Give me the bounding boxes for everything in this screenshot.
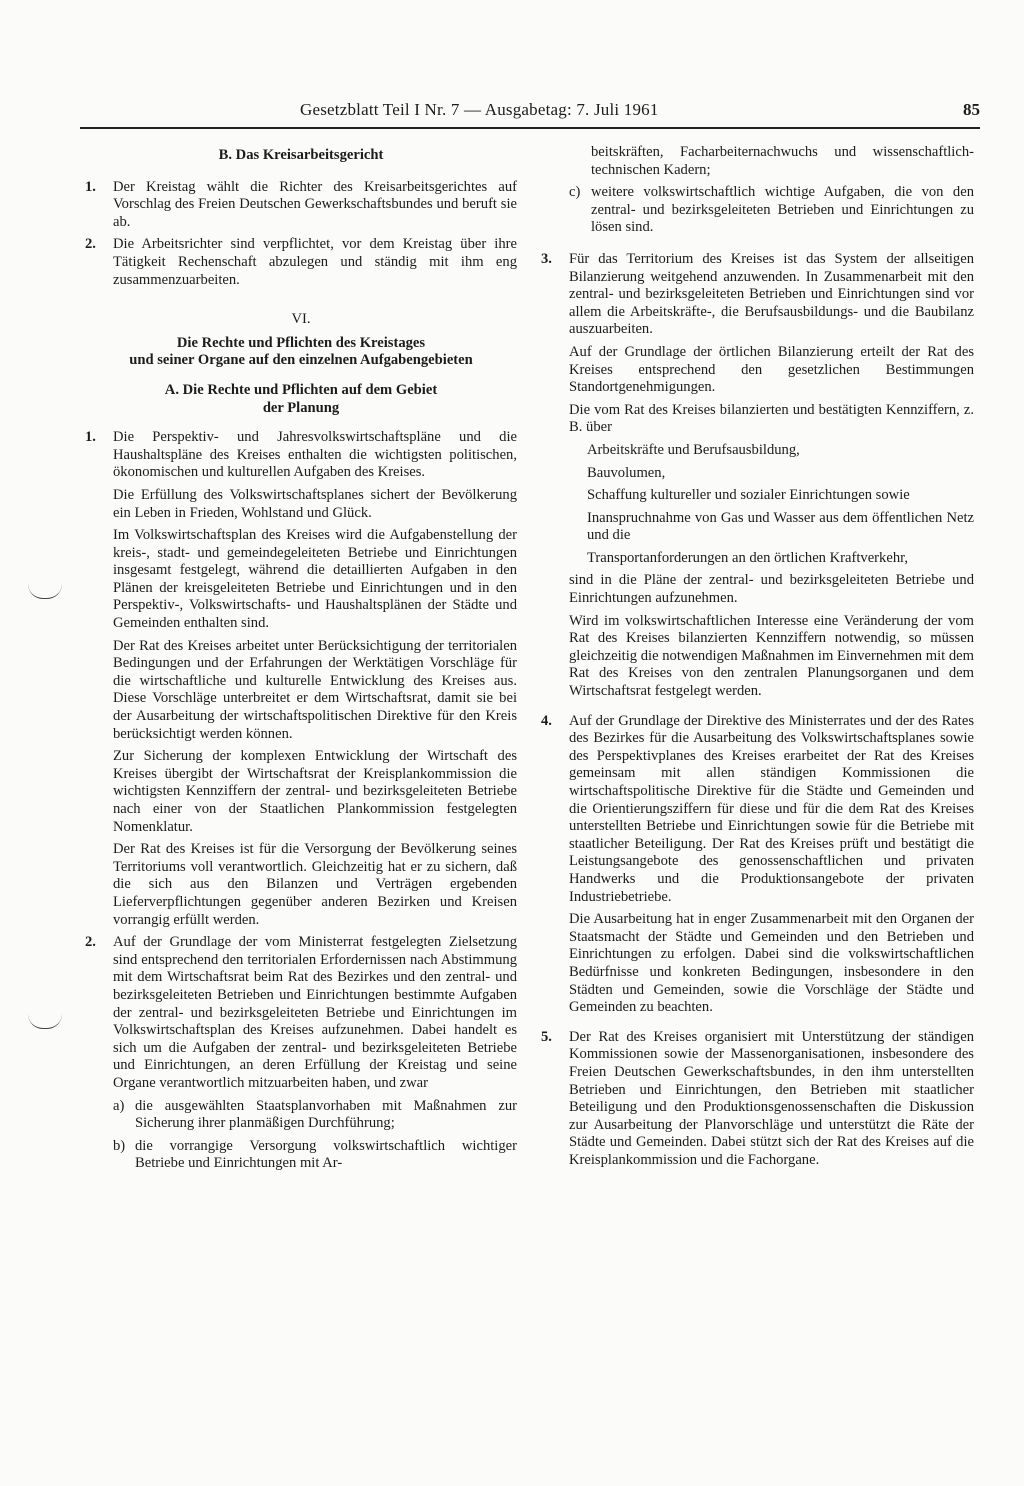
sub-item-text: weitere volkswirtschaftlich wichtige Aufgaben, die von den zentral- und bezirksgeleiteten Betrieben und Einrichtungen zu lösen sind.: [591, 184, 974, 236]
item-number: 4.: [541, 712, 552, 729]
subsection-title-line-2: der Planung: [262, 399, 340, 416]
list-item: [85, 429, 517, 482]
page-number: 85: [963, 100, 980, 119]
paragraph: Im Volkswirtschaftsplan des Kreises wird die Aufgabenstellung der kreis-, stadt- und gemeindegeleiteten Betriebe und Einrichtungen insgesamt festgelegt, während die detaillierten Aufgaben in den Plänen der kreisgeleiteten Betriebe und Einrichtungen und in den Perspektiv-, Volkswirtschafts- und Haushaltsplänen der Städte und Gemeinden enthalten sind.: [113, 527, 517, 632]
paragraph: sind in die Pläne der zentral- und bezirksgeleiteten Betriebe und Einrichtungen aufzunehmen.: [569, 572, 974, 607]
item-number: 1.: [85, 429, 96, 446]
item-text: Die Arbeitsrichter sind verpflichtet, vor dem Kreistag über ihre Tätigkeit Rechenschaft abzulegen und ständig mit ihm eng zusammenzuarbeiten.: [113, 236, 517, 288]
list-entry: Arbeitskräfte und Berufsausbildung,: [587, 441, 800, 458]
sub-item-letter: c): [569, 184, 581, 201]
list-entry: Inanspruchnahme von Gas und Wasser aus dem öffentlichen Netz und die: [587, 509, 974, 544]
sub-item-letter: b): [113, 1137, 126, 1154]
list-entry: Bauvolumen,: [587, 464, 666, 481]
list-item: [85, 934, 517, 1092]
item-number: 2.: [85, 934, 96, 951]
left-column: [85, 144, 517, 1178]
paragraph: Die Erfüllung des Volkswirtschaftsplanes sichert der Bevölkerung ein Leben in Frieden, Wohlstand und Glück.: [113, 486, 517, 521]
list-entry: Schaffung kultureller und sozialer Einrichtungen sowie: [587, 487, 910, 504]
list-item: [541, 713, 974, 907]
sub-item: [85, 1098, 517, 1133]
chapter-number: VI.: [291, 311, 311, 328]
sub-item: [541, 184, 974, 237]
item-number: 5.: [541, 1028, 552, 1045]
paragraph: Der Rat des Kreises arbeitet unter Berücksichtigung der territorialen Bedingungen und der Erfahrungen der Werktätigen Vorschläge für die wirtschaftliche und kulturelle Entwicklung des Kreises aus. Diese Vorschläge unterbreitet er dem Wirtschaftsrat, damit sie bei der Ausarbeitung der wirtschaftspolitischen Direktive für den Kreis berücksichtigt werden können.: [113, 637, 517, 742]
item-number: 1.: [85, 178, 96, 195]
chapter-title-line-1: Die Rechte und Pflichten des Kreistages: [176, 334, 426, 351]
sub-item-text: die ausgewählten Staatsplanvorhaben mit Maßnahmen zur Sicherung ihrer planmäßigen Durchführung;: [135, 1097, 517, 1132]
list-item: [85, 236, 517, 289]
paragraph: Der Rat des Kreises organisiert mit Unterstützung der ständigen Kommissionen sowie der Massenorganisationen, insbesondere des Freien Deutschen Gewerkschaftsbundes, in den ihm unterstellten Betrieben und Einrichtungen, den Betrieben mit staatlicher Beteiligung und den Produktionsgenossenschaften die Diskussion zur Ausarbeitung der Planvorschläge und unterstützt die Räte der Städte und Gemeinden. Dabei stützt sich der Rat des Kreises auf die Kreisplankommission und die Fachorgane.: [569, 1028, 974, 1168]
right-column: [541, 144, 974, 1174]
paragraph: Die Perspektiv- und Jahresvolkswirtschaftspläne und die Haushaltspläne des Kreises enthalten die wichtigsten politischen, ökonomischen und kulturellen Aufgaben des Kreises.: [113, 429, 517, 481]
sub-item-letter: a): [113, 1097, 125, 1114]
chapter-title-line-2: und seiner Organe auf den einzelnen Aufgabengebieten: [129, 352, 473, 369]
paragraph: Die vom Rat des Kreises bilanzierten und bestätigten Kennziffern, z. B. über: [569, 401, 974, 436]
sub-item: [85, 1138, 517, 1173]
list-item: [85, 179, 517, 232]
paragraph: Auf der Grundlage der vom Ministerrat festgelegten Zielsetzung sind entsprechend den territorialen Erfordernissen nach Abstimmung mit dem Wirtschaftsrat beim Rat des Bezirkes und den zentral- und bezirksgeleiteten Betrieben und Einrichtungen bestimmte Aufgaben der zentral- und bezirksgeleiteten Betriebe und Einrichtungen im Volkswirtschaftsplan des Kreises aufzunehmen. Dabei handelt es sich um die Aufgaben der zentral- und bezirksgeleiteten Betriebe und Einrichtungen, an deren Erfüllung der Kreistag und seine Organe verantwortlich mitzuarbeiten haben, und zwar: [113, 934, 517, 1091]
section-heading-b: B. Das Kreisarbeitsgericht: [218, 147, 384, 163]
item-number: 3.: [541, 250, 552, 267]
list-item: [541, 1029, 974, 1170]
item-text: Der Kreistag wählt die Richter des Kreisarbeitsgerichtes auf Vorschlag des Freien Deutschen Gewerkschaftsbundes und beruft sie ab.: [113, 178, 517, 230]
paragraph: Auf der Grundlage der örtlichen Bilanzierung erteilt der Rat des Kreises entsprechend den gesetzlichen Bestimmungen Standortgenehmigungen.: [569, 343, 974, 396]
chapter-title: [85, 335, 517, 370]
margin-mark: [28, 584, 62, 599]
header-rule: [80, 127, 980, 129]
paragraph: Der Rat des Kreises ist für die Versorgung der Bevölkerung seines Territoriums voll verantwortlich. Gleichzeitig hat er zu sichern, daß die sich aus den Bilanzen und Verträgen ergebenden Lieferverpflichtungen gegenüber anderen Bezirken und Kreisen vorrangig erfüllt werden.: [113, 841, 517, 928]
header-title: Gesetzblatt Teil I Nr. 7 — Ausgabetag: 7. Juli 1961: [300, 100, 659, 119]
subsection-title: [85, 382, 517, 417]
paragraph: Zur Sicherung der komplexen Entwicklung der Wirtschaft des Kreises übergibt der Wirtschaftsrat der Kreisplankommission die wichtigsten Kennziffern der zentral- und bezirksgeleiteten Betriebe nach einer von der Staatlichen Plankommission festgelegten Nomenklatur.: [113, 748, 517, 835]
margin-mark: [28, 1014, 62, 1029]
paragraph: Auf der Grundlage der Direktive des Ministerrates und der des Rates des Bezirkes für die Ausarbeitung des Volkswirtschaftsplanes sowie des Perspektivplanes des Kreises erarbeitet der Rat des Kreises gemeinsam mit allen ständigen Kommissionen die wirtschaftspolitische Direktive für die Städte und Gemeinden und die Orientierungsziffern für diese und für die dem Rat des Kreises unterstellten Betriebe und Einrichtungen sowie für die Betriebe mit staatlicher Beteiligung. Der Rat des Kreises prüft und bestätigt die Leistungsangebote des genossenschaftlichen und privaten Handwerks und die Produktionsangebote der privaten Industriebetriebe.: [569, 712, 974, 905]
item-number: 2.: [85, 236, 96, 253]
paragraph: Die Ausarbeitung hat in enger Zusammenarbeit mit den Organen der Staatsmacht der Städte und Gemeinden und den Betrieben und Einrichtungen zu erfolgen. Dabei sind die volkswirtschaftlichen Bedürfnisse und konkreten Bedingungen, insbesondere in den Städten und Gemeinden, sowie die Vorschläge der Städte und Gemeinden zu beachten.: [569, 911, 974, 1016]
paragraph: Wird im volkswirtschaftlichen Interesse eine Veränderung der vom Rat des Kreises bilanzierten Kennziffern notwendig, so müssen gleichzeitig die notwendigen Maßnahmen im Einvernehmen mit dem Rat des Kreises von den zentralen Planungsorganen und dem Wirtschaftsrat festgelegt werden.: [569, 612, 974, 700]
list-item: [541, 251, 974, 339]
paragraph: Für das Territorium des Kreises ist das System der allseitigen Bilanzierung weitgehend anzuwenden. In Zusammenarbeit mit den zentral- und bezirksgeleiteten Betrieben und Einrichtungen sind vor allem die Arbeitskräfte-, die Berufsausbildungs- und die Baubilanz auszuarbeiten.: [569, 250, 974, 338]
list-entry: Transportanforderungen an den örtlichen Kraftverkehr,: [587, 549, 909, 566]
continued-text: beitskräften, Facharbeiternachwuchs und wissenschaftlich-technischen Kadern;: [591, 144, 974, 178]
sub-item-text: die vorrangige Versorgung volkswirtschaftlich wichtiger Betriebe und Einrichtungen mit Ar-: [135, 1137, 517, 1172]
page-header: [80, 100, 980, 126]
subsection-title-line-1: A. Die Rechte und Pflichten auf dem Gebiet: [164, 381, 438, 398]
